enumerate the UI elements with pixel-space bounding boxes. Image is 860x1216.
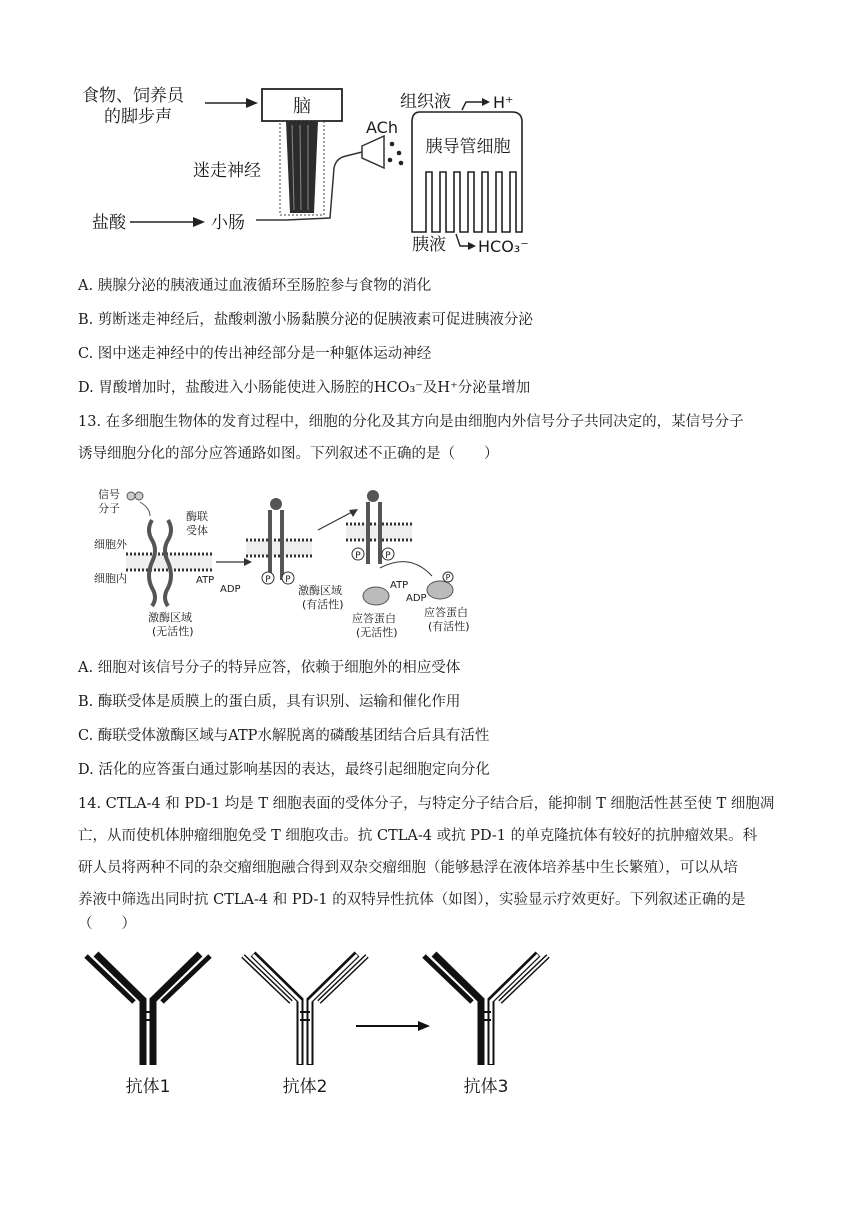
label-antibody-2: 抗体2 bbox=[282, 1077, 328, 1097]
duct-cell bbox=[412, 112, 522, 232]
label-kinase-inactive-2: (无活性) bbox=[152, 625, 194, 638]
q13-option-d: D. 活化的应答蛋白通过影响基因的表达，最终引起细胞定向分化 bbox=[78, 762, 490, 778]
antibody-3 bbox=[424, 954, 548, 1065]
label-tissue-fluid: 组织液 bbox=[400, 92, 451, 112]
label-signal-2: 分子 bbox=[98, 502, 120, 515]
arrowhead-brain bbox=[246, 98, 258, 108]
label-hcl: 盐酸 bbox=[92, 213, 126, 233]
vagus-nerve-bundle bbox=[286, 121, 318, 213]
q14-stem-line3: 研人员将两种不同的杂交瘤细胞融合得到双杂交瘤细胞（能够悬浮在液体培养基中生长繁殖），可以从培 bbox=[78, 860, 738, 876]
q13-option-a: A. 细胞对该信号分子的特异应答，依赖于细胞外的相应受体 bbox=[78, 660, 461, 676]
arrow-h-ion bbox=[462, 102, 484, 110]
q13-option-b: B. 酶联受体是质膜上的蛋白质，具有识别、运输和催化作用 bbox=[78, 694, 461, 710]
q12-option-c: C. 图中迷走神经中的传出神经部分是一种躯体运动神经 bbox=[78, 346, 432, 362]
figure-enzyme-receptor-pathway bbox=[0, 480, 860, 640]
synaptic-terminal bbox=[362, 136, 384, 168]
q12-option-d: D. 胃酸增加时，盐酸进入小肠能使进入肠腔的HCO₃⁻及H⁺分泌量增加 bbox=[78, 380, 531, 396]
q12-option-b: B. 剪断迷走神经后，盐酸刺激小肠黏膜分泌的促胰液素可促进胰液分泌 bbox=[78, 312, 533, 328]
arrow-hco3 bbox=[456, 234, 470, 246]
antibody-2 bbox=[243, 954, 367, 1065]
svg-text:P: P bbox=[445, 573, 451, 582]
q13-option-c: C. 酶联受体激酶区域与ATP水解脱离的磷酸基团结合后具有活性 bbox=[78, 728, 490, 744]
label-signal-1: 信号 bbox=[98, 488, 120, 501]
label-resp-active-1: 应答蛋白 bbox=[424, 606, 468, 619]
label-duct-cell: 胰导管细胞 bbox=[425, 137, 511, 157]
label-pancreatic-juice: 胰液 bbox=[412, 235, 446, 255]
label-adp-2: ADP bbox=[406, 593, 427, 604]
q12-option-a: A. 胰腺分泌的胰液通过血液循环至肠腔参与食物的消化 bbox=[78, 278, 432, 294]
q14-stem-line4: 养液中筛选出同时抗 CTLA-4 和 PD-1 的双特异性抗体（如图），实验显示疗效更好。下列叙述正确的是 bbox=[78, 892, 746, 908]
response-protein-inactive bbox=[363, 587, 389, 605]
response-protein-active bbox=[427, 581, 453, 599]
label-receptor-2: 受体 bbox=[186, 524, 208, 537]
label-ach: ACh bbox=[366, 118, 398, 137]
svg-text:P: P bbox=[265, 575, 271, 585]
label-kinase-inactive-1: 激酶区域 bbox=[148, 611, 192, 624]
label-receptor-1: 酶联 bbox=[186, 510, 208, 523]
label-kinase-active-2: (有活性) bbox=[302, 598, 344, 611]
q14-stem-line1: 14. CTLA-4 和 PD-1 均是 T 细胞表面的受体分子，与特定分子结合后，能抑制 T 细胞活性甚至使 T 细胞凋 bbox=[78, 796, 775, 812]
label-atp-2: ATP bbox=[390, 580, 409, 591]
q13-stem-line1: 13. 在多细胞生物体的发育过程中，细胞的分化及其方向是由细胞内外信号分子共同决定的，某信号分子 bbox=[78, 414, 744, 430]
figure-antibodies bbox=[0, 940, 860, 1110]
membrane-2 bbox=[246, 540, 312, 556]
label-adp-1: ADP bbox=[220, 584, 241, 595]
label-inside: 细胞内 bbox=[94, 572, 127, 585]
label-resp-active-2: (有活性) bbox=[428, 620, 470, 633]
q13-stem-line2: 诱导细胞分化的部分应答通路如图。下列叙述不正确的是（ ） bbox=[78, 446, 499, 462]
label-outside: 细胞外 bbox=[94, 538, 127, 551]
label-food: 食物、饲养员 bbox=[82, 86, 184, 106]
q14-stem-line5: （ ） bbox=[78, 916, 136, 932]
label-hco3: HCO₃⁻ bbox=[478, 237, 529, 256]
antibody-1 bbox=[86, 954, 210, 1065]
label-atp-1: ATP bbox=[196, 575, 215, 586]
label-vagus: 迷走神经 bbox=[193, 161, 261, 181]
label-intestine: 小肠 bbox=[211, 213, 245, 233]
label-h-ion: H⁺ bbox=[493, 93, 514, 112]
figure-pancreas-regulation bbox=[0, 0, 860, 260]
svg-text:P: P bbox=[355, 551, 361, 561]
svg-text:P: P bbox=[285, 575, 291, 585]
label-brain: 脑 bbox=[293, 96, 311, 117]
label-resp-inactive-2: (无活性) bbox=[356, 626, 398, 639]
label-antibody-1: 抗体1 bbox=[125, 1077, 171, 1097]
label-kinase-active-1: 激酶区域 bbox=[298, 584, 342, 597]
label-resp-inactive-1: 应答蛋白 bbox=[352, 612, 396, 625]
label-footsteps: 的脚步声 bbox=[104, 107, 172, 127]
svg-text:P: P bbox=[385, 551, 391, 561]
q14-stem-line2: 亡，从而使机体肿瘤细胞免受 T 细胞攻击。抗 CTLA-4 或抗 PD-1 的单克隆抗体有较好的抗肿瘤效果。科 bbox=[78, 828, 758, 844]
label-antibody-3: 抗体3 bbox=[463, 1077, 509, 1097]
